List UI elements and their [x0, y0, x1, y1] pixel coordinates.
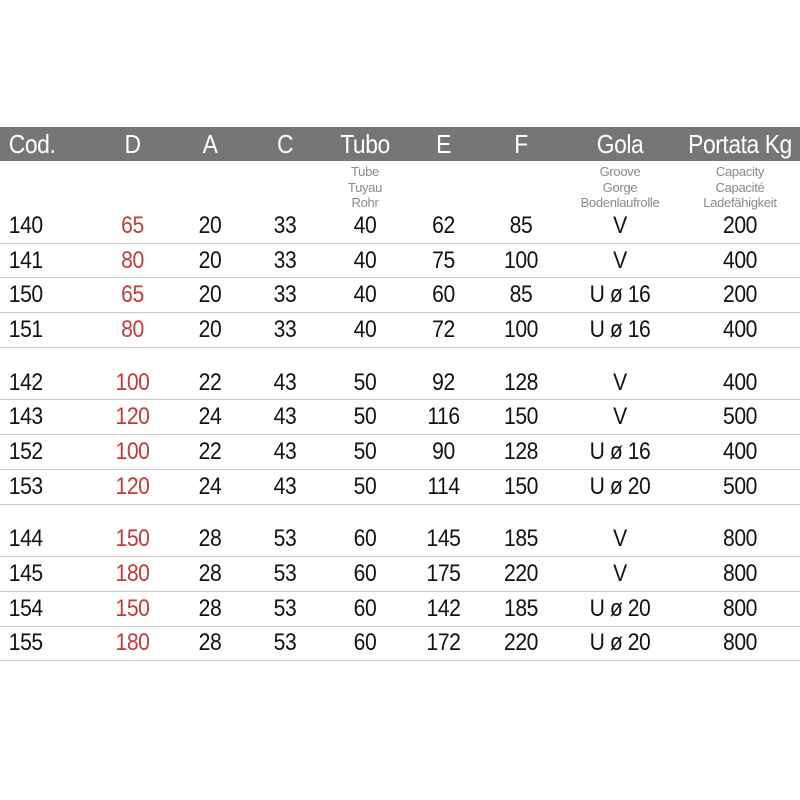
- cell-gola: U ø 16: [589, 437, 651, 465]
- cell-c: 53: [273, 594, 297, 622]
- cell-a: 22: [198, 368, 222, 396]
- subheader-portata-line: Capacité: [715, 179, 765, 195]
- cell-a: 28: [198, 525, 222, 553]
- cell-cod: 143: [8, 403, 43, 431]
- table-row: [0, 313, 800, 348]
- cell-tubo: 50: [353, 368, 377, 396]
- cell-e: 90: [432, 437, 455, 465]
- cell-f: 85: [509, 281, 533, 309]
- table-row: [0, 435, 800, 470]
- cell-e: 72: [432, 315, 455, 343]
- cell-e: 142: [426, 594, 461, 622]
- subheader-tubo-line: Tuyau: [347, 179, 383, 195]
- cell-portata: 500: [723, 472, 757, 500]
- cell-a: 20: [198, 211, 222, 239]
- cell-d: 150: [115, 525, 150, 553]
- cell-d: 80: [121, 246, 144, 274]
- cell-f: 185: [504, 594, 538, 622]
- cell-f: 128: [504, 437, 538, 465]
- cell-cod: 151: [8, 315, 43, 343]
- table-row: [0, 627, 800, 662]
- table-body: [0, 209, 800, 661]
- table-row: [0, 470, 800, 505]
- cell-d: 65: [121, 281, 144, 309]
- cell-e: 60: [432, 281, 455, 309]
- cell-tubo: 50: [353, 437, 377, 465]
- cell-portata: 800: [723, 525, 757, 553]
- cell-tubo: 50: [353, 403, 377, 431]
- cell-gola: V: [613, 246, 627, 274]
- subheader-tubo-line: Tube: [351, 164, 379, 179]
- cell-c: 33: [273, 211, 297, 239]
- cell-gola: V: [613, 525, 627, 553]
- cell-c: 43: [273, 437, 297, 465]
- cell-cod: 150: [8, 281, 43, 309]
- cell-a: 24: [198, 403, 222, 431]
- cell-portata: 800: [723, 629, 757, 657]
- cell-d: 100: [115, 437, 150, 465]
- cell-cod: 155: [8, 629, 43, 657]
- cell-e: 175: [426, 560, 461, 588]
- cell-portata: 400: [723, 368, 757, 396]
- cell-e: 145: [426, 525, 461, 553]
- row-group: [0, 366, 800, 505]
- cell-d: 80: [121, 315, 144, 343]
- cell-e: 75: [432, 246, 455, 274]
- cell-f: 100: [504, 315, 538, 343]
- cell-portata: 800: [723, 594, 757, 622]
- cell-c: 33: [273, 315, 297, 343]
- cell-portata: 400: [723, 315, 757, 343]
- cell-c: 33: [273, 246, 297, 274]
- subheader-gola-line: Groove: [599, 164, 641, 179]
- cell-a: 20: [198, 281, 222, 309]
- table-row: [0, 366, 800, 401]
- column-header-a: A: [202, 128, 218, 159]
- subheader-gola-line: Bodenlaufrolle: [580, 195, 660, 210]
- cell-f: 150: [504, 472, 538, 500]
- subheader-portata-line: Ladefähigkeit: [703, 195, 777, 210]
- cell-e: 62: [432, 211, 455, 239]
- cell-portata: 800: [723, 560, 757, 588]
- cell-tubo: 50: [353, 472, 377, 500]
- column-header-tubo: Tubo: [340, 128, 390, 159]
- cell-f: 150: [504, 403, 538, 431]
- cell-a: 20: [198, 315, 222, 343]
- cell-portata: 400: [723, 437, 757, 465]
- column-header-e: E: [436, 128, 451, 159]
- cell-d: 180: [115, 629, 150, 657]
- row-group: [0, 523, 800, 662]
- cell-cod: 152: [8, 437, 43, 465]
- cell-tubo: 60: [353, 629, 377, 657]
- column-header-cod: Cod.: [8, 128, 56, 159]
- cell-gola: U ø 20: [589, 472, 651, 500]
- cell-cod: 140: [8, 211, 43, 239]
- column-header-d: D: [124, 128, 141, 159]
- cell-d: 120: [115, 472, 150, 500]
- cell-a: 22: [198, 437, 222, 465]
- subheader-portata: [680, 164, 800, 211]
- cell-portata: 200: [723, 281, 757, 309]
- table-row: [0, 278, 800, 313]
- cell-cod: 154: [8, 594, 43, 622]
- cell-f: 100: [504, 246, 538, 274]
- table-row: [0, 523, 800, 558]
- column-header-portata: Portata Kg: [688, 128, 792, 159]
- cell-tubo: 60: [353, 560, 377, 588]
- cell-d: 150: [115, 594, 150, 622]
- cell-gola: U ø 16: [589, 281, 651, 309]
- cell-c: 43: [273, 472, 297, 500]
- column-header-gola: Gola: [596, 128, 644, 159]
- cell-c: 53: [273, 560, 297, 588]
- cell-a: 28: [198, 594, 222, 622]
- table-row: [0, 244, 800, 279]
- cell-d: 120: [115, 403, 150, 431]
- cell-d: 65: [121, 211, 144, 239]
- cell-cod: 142: [8, 368, 43, 396]
- cell-a: 24: [198, 472, 222, 500]
- subheader-tubo-line: Rohr: [351, 195, 379, 210]
- cell-gola: U ø 20: [589, 594, 651, 622]
- cell-cod: 141: [8, 246, 43, 274]
- table-row: [0, 557, 800, 592]
- subheader-gola: [560, 164, 680, 211]
- cell-gola: V: [613, 560, 627, 588]
- cell-gola: U ø 16: [589, 315, 651, 343]
- cell-cod: 144: [8, 525, 43, 553]
- table-row: [0, 400, 800, 435]
- cell-tubo: 40: [353, 211, 377, 239]
- cell-a: 28: [198, 629, 222, 657]
- cell-cod: 145: [8, 560, 43, 588]
- subheader-gola-line: Gorge: [602, 179, 638, 195]
- cell-c: 43: [273, 368, 297, 396]
- column-header-f: F: [514, 128, 528, 159]
- cell-gola: V: [613, 368, 627, 396]
- cell-cod: 153: [8, 472, 43, 500]
- cell-e: 114: [427, 472, 460, 500]
- cell-portata: 200: [723, 211, 757, 239]
- cell-portata: 400: [723, 246, 757, 274]
- cell-f: 128: [504, 368, 538, 396]
- table-header-row: [0, 127, 800, 161]
- cell-c: 43: [273, 403, 297, 431]
- subheader-tubo: [325, 164, 405, 211]
- cell-gola: U ø 20: [589, 629, 651, 657]
- cell-tubo: 40: [353, 315, 377, 343]
- cell-tubo: 40: [353, 281, 377, 309]
- table-row: [0, 592, 800, 627]
- cell-c: 53: [273, 525, 297, 553]
- cell-gola: V: [613, 403, 627, 431]
- table-row: [0, 209, 800, 244]
- cell-f: 220: [504, 629, 538, 657]
- column-header-c: C: [276, 128, 294, 159]
- cell-c: 33: [273, 281, 297, 309]
- cell-gola: V: [613, 211, 627, 239]
- cell-tubo: 40: [353, 246, 377, 274]
- row-group: [0, 209, 800, 348]
- cell-tubo: 60: [353, 594, 377, 622]
- cell-e: 172: [426, 629, 461, 657]
- spec-table: [0, 127, 800, 661]
- cell-f: 85: [509, 211, 533, 239]
- subheader-portata-line: Capacity: [715, 164, 765, 179]
- cell-f: 220: [504, 560, 538, 588]
- cell-a: 20: [198, 246, 222, 274]
- cell-f: 185: [504, 525, 538, 553]
- cell-c: 53: [273, 629, 297, 657]
- cell-e: 116: [427, 403, 460, 431]
- cell-a: 28: [198, 560, 222, 588]
- cell-portata: 500: [723, 403, 757, 431]
- cell-d: 180: [115, 560, 150, 588]
- cell-tubo: 60: [353, 525, 377, 553]
- table-subheader-row: [0, 161, 800, 209]
- cell-d: 100: [115, 368, 150, 396]
- cell-e: 92: [432, 368, 455, 396]
